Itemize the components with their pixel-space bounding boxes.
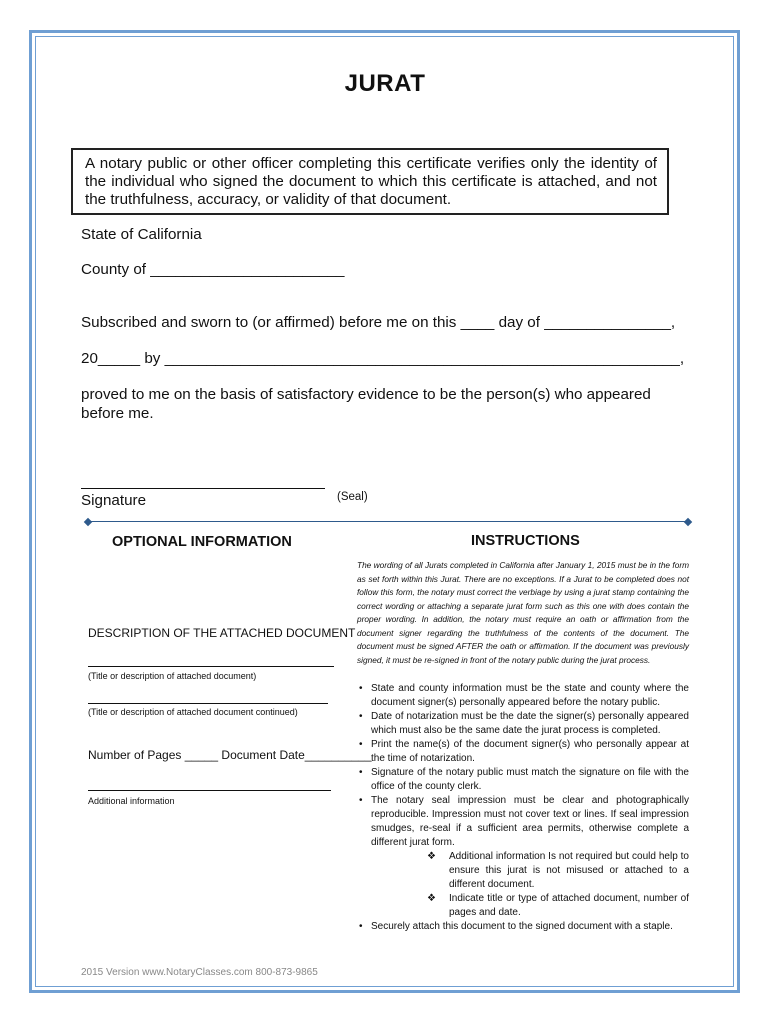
instruction-bullet: • Date of notarization must be the date the signer(s) personally appeared which must also be the same date the jurat process is completed.: [357, 710, 689, 738]
sub-bullet-text: Additional information Is not required but could help to ensure this jurat is not misused or attached to a different document.: [449, 851, 689, 890]
sub-bullet-marker-icon: ❖: [427, 851, 436, 862]
instructions-paragraph: The wording of all Jurats completed in California after January 1, 2015 must be in the form as set forth within this Jurat. There are no exceptions. If a Jurat to be completed does not follow this form, the notary must correct the verbiage by using a jurat stamp containing the correct wording or attaching a separate jurat form such as this one with does contain the proper wording. In addition, the notary must require an oath or affirmation from the document signer regarding the truthfulness of the contents of the document. The document must be signed AFTER the oath or affirmation. If the document was previously signed, it must be re-signed in front of the notary public during the jurat process.: [357, 560, 689, 665]
subscribed-line[interactable]: Subscribed and sworn to (or affirmed) before me on this ____ day of _______________,: [81, 314, 676, 331]
instruction-bullet: • The notary seal impression must be clear and photographically reproducible. Impression must not cover text or lines. If seal impression smudges, re-seal if a sufficient area permits, otherwise complete a different jurat form.: [357, 794, 689, 850]
title-continued-rule[interactable]: [88, 703, 328, 704]
signature-label: Signature: [81, 492, 147, 509]
seal-label: (Seal): [337, 491, 368, 503]
instructions-list: [357, 682, 689, 934]
footer-version: 2015 Version www.NotaryClasses.com 800-873-9865: [81, 967, 318, 978]
description-heading: DESCRIPTION OF THE ATTACHED DOCUMENT: [88, 626, 356, 640]
section-divider: [88, 521, 688, 522]
year-by-line[interactable]: 20_____ by _____________________________________________________________,: [81, 350, 685, 367]
signature-rule[interactable]: [81, 488, 325, 489]
optional-info-heading: OPTIONAL INFORMATION: [112, 534, 292, 550]
document-title: JURAT: [344, 70, 426, 97]
county-line[interactable]: County of _______________________: [81, 261, 345, 278]
instruction-bullet: • Signature of the notary public must match the signature on file with the office of the county clerk.: [357, 766, 689, 794]
instructions-heading: INSTRUCTIONS: [471, 533, 580, 549]
title-continued-caption: (Title or description of attached document continued): [88, 707, 298, 717]
instruction-bullet: • Securely attach this document to the signed document with a staple.: [357, 920, 689, 934]
additional-info-caption: Additional information: [88, 796, 175, 806]
instruction-bullet: • State and county information must be the state and county where the document signer(s) personally appeared before the notary public.: [357, 682, 689, 710]
pages-date-line[interactable]: Number of Pages _____ Document Date__________: [88, 748, 372, 762]
instruction-sub-bullet: [357, 850, 689, 892]
title-rule[interactable]: [88, 666, 334, 667]
proved-statement: proved to me on the basis of satisfactory evidence to be the person(s) who appeared before me.: [81, 386, 651, 422]
title-caption: (Title or description of attached document): [88, 671, 257, 681]
sub-bullet-marker-icon: ❖: [427, 893, 436, 904]
instruction-sub-bullet: [357, 892, 689, 920]
additional-info-rule[interactable]: [88, 790, 331, 791]
notice-box: A notary public or other officer completing this certificate verifies only the identity of the individual who signed the document to which this certificate is attached, and not the truthfulness, accuracy, or validity of that document.: [71, 148, 669, 215]
sub-bullet-text: Indicate title or type of attached document, number of pages and date.: [449, 893, 689, 918]
state-line: State of California: [81, 226, 202, 243]
instruction-bullet: • Print the name(s) of the document signer(s) who personally appear at the time of notarization.: [357, 738, 689, 766]
